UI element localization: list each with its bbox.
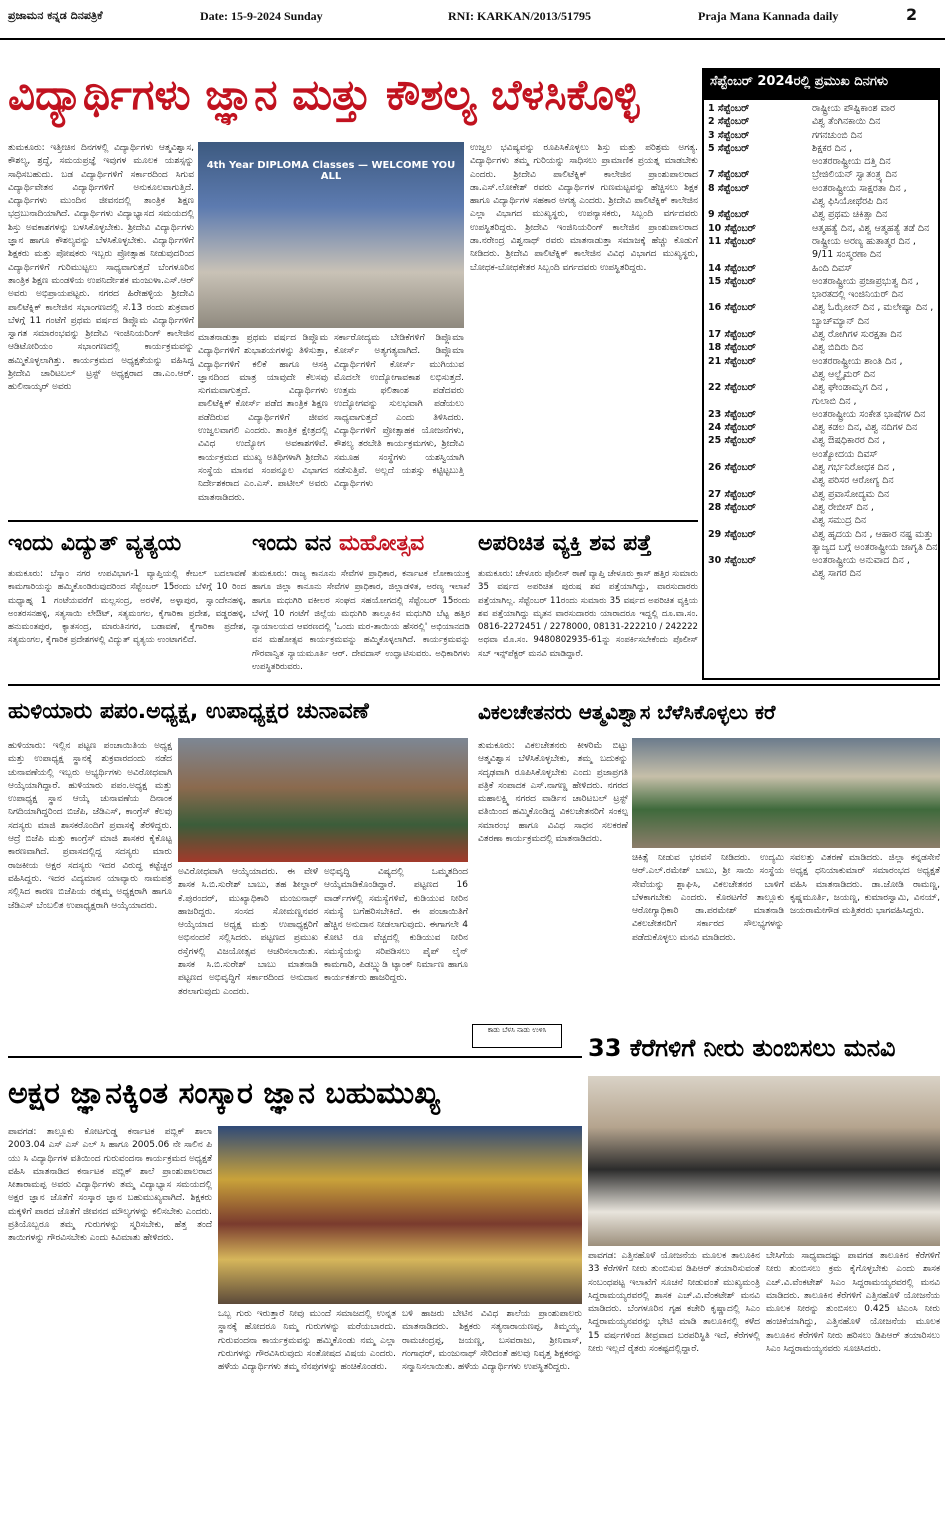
important-day-name: ವಿಶ್ವ ಓಝೋನ್ ದಿನ , ಮಲೇಷ್ಯಾ ದಿನ ,: [812, 302, 934, 314]
important-day-name: ರಾಷ್ಟ್ರೀಯ ಅರಣ್ಯ ಹುತಾತ್ಮರ ದಿನ ,: [812, 235, 916, 247]
issue-date: Date: 15-9-2024 Sunday: [200, 9, 323, 23]
important-day-date: [708, 567, 812, 580]
important-day-row: [704, 129, 938, 142]
photo-banner: 4th Year DIPLOMA Classes — WELCOME YOU ALL: [206, 160, 456, 182]
important-day-name: ವಿಶ್ವ ಹೃದಯ ದಿನ , ಆಹಾರ ನಷ್ಟ ಮತ್ತು: [812, 528, 934, 540]
top-story-col2: ಮಾತನಾಡುತ್ತಾ ಪ್ರಥಮ ವರ್ಷದ ಡಿಪ್ಲೊಮ ವಿದ್ಯಾರ್ಥಿಗಳಿಗೆ ಶುಭಾಶಯಗಳನ್ನು ತಿಳಿಸುತ್ತಾ, ವಿದ್ಯಾರ್ಥಿಗಳಿಗೆ ಕಲಿಕೆ ಹಾಗೂ ಆಸಕ್ತಿ ಜ್ಞಾನದಿಂದ ಮಾತ್ರ ಯಾವುದೇ ಕೆಲಸವು ಸುಗಮವಾಗುತ್ತದೆ. ವಿದ್ಯಾರ್ಥಿಗಳು ಪಾಲಿಟೆಕ್ನಿಕ್ ಕೋರ್ಸ್ ಪಡೆದ ತಾಂತ್ರಿಕ ಶಿಕ್ಷಣ ಪಡೆದಿರುವ ವಿದ್ಯಾರ್ಥಿಗಳಿಗೆ ಜೀವನ ಉಜ್ವಲವಾಗಲಿ ಎಂದರು. ತಾಂತ್ರಿಕ ಕ್ಷೇತ್ರದಲ್ಲಿ ವಿವಿಧ ಉದ್ಯೋಗ ಅವಕಾಶಗಳಿವೆ. ಕಾರ್ಯಕ್ರಮದ ಮುಖ್ಯ ಅತಿಥಿಗಳಾಗಿ ಶ್ರೀದೇವಿ ಸಂಸ್ಥೆಯ ಮಾನವ ಸಂಪನ್ಮೂಲ ವಿಭಾಗದ ನಿರ್ದೇಶಕರಾದ ಎಂ.ಎಸ್. ಪಾಟೀಲ್ ಅವರು ಮಾತನಾಡಿದರು.: [198, 333, 328, 503]
culture-col1: ಪಾವಗಡ: ತಾಲ್ಲೂಕು ಕೋಟಗುಡ್ಡ ಕರ್ನಾಟಕ ಪಬ್ಲಿಕ್ ಶಾಲಾ 2003.04 ಎಸ್ ಎಸ್ ಎಲ್ ಸಿ ಹಾಗೂ 2005.06 ನೇ ಸಾಲಿನ ಪಿ ಯು ಸಿ ವಿದ್ಯಾರ್ಥಿಗಳ ವತಿಯಿಂದ ಗುರುವಂದನಾ ಕಾರ್ಯಕ್ರಮದ ಅಧ್ಯಕ್ಷತೆ ವಹಿಸಿ ಮಾತನಾಡಿದ ಕರ್ನಾಟಕ ಪಬ್ಲಿಕ್ ಶಾಲೆ ಪ್ರಾಂಶುಪಾಲರಾದ ಸೀತಾರಾಮಪ್ಪ ಅವರು ವಿದ್ಯಾರ್ಥಿಗಳು ತಮ್ಮ ವಿದ್ಯಾಭ್ಯಾಸ ಸಮಯದಲ್ಲಿ ಅಕ್ಷರ ಜ್ಞಾನ ಜೊತೆಗೆ ಸಂಸ್ಕಾರ ಜ್ಞಾನ ಬಹುಮುಖ್ಯವಾಗಿದೆ. ಶಿಕ್ಷಕರು ಮಕ್ಕಳಿಗೆ ಪಾಠದ ಜೊತೆಗೆ ಜೀವನದ ಮೌಲ್ಯಗಳನ್ನು ಕಲಿಸಬೇಕು ಎಂದರು. ಪ್ರತಿಯೊಬ್ಬರೂ ತಮ್ಮ ಗುರುಗಳನ್ನು ಸ್ಮರಿಸಬೇಕು, ಹೆತ್ತ ತಂದೆ ತಾಯಿಗಳನ್ನು ಗೌರವಿಸಬೇಕು ಎಂದು ಕಿವಿಮಾತು ಹೇಳಿದರು.: [8, 1127, 212, 1244]
culture-headline: ಅಕ್ಷರ ಜ್ಞಾನಕ್ಕಿಂತ ಸಂಸ್ಕಾರ ಜ್ಞಾನ ಬಹುಮುಖ್ಯ: [8, 1076, 441, 1111]
important-day-name: ಗುಲಾಬಿ ದಿನ ,: [812, 395, 857, 407]
important-day-name: ವಿಶ್ವ ಗರ್ಭನಿರೋಧಕ ದಿನ ,: [812, 462, 895, 474]
huliyar-col1: ಹುಳಿಯಾರು: ಇಲ್ಲಿನ ಪಟ್ಟಣ ಪಂಚಾಯಿತಿಯ ಅಧ್ಯಕ್ಷ ಮತ್ತು ಉಪಾಧ್ಯಕ್ಷ ಸ್ಥಾನಕ್ಕೆ ಶುಕ್ರವಾರದಂದು ನಡೆದ ಚುನಾವಣೆಯಲ್ಲಿ ಇಬ್ಬರು ಅಭ್ಯರ್ಥಿಗಳು ಅವಿರೋಧವಾಗಿ ಆಯ್ಕೆಯಾಗಿದ್ದಾರೆ. ಹುಳಿಯಾರು ಪಪಂ.ಅಧ್ಯಕ್ಷ ಮತ್ತು ಉಪಾಧ್ಯಕ್ಷ ಸ್ಥಾನ ಆಯ್ಕೆ ಚುನಾವಣೆಯ ದಿನಾಂಕ ನಿಗದಿಯಾಗಿದ್ದರಿಂದ ಬಿಜೆಪಿ, ಜೆಡಿಎಸ್, ಕಾಂಗ್ರೆಸ್ ಕೆಲವು ಸದಸ್ಯರು ಮಾಜಿ ಶಾಸಕರೊಂದಿಗೆ ಪ್ರವಾಸಕ್ಕೆ ತೆರಳಿದ್ದರು. ಆದ್ರೆ ಬಿಜೆಪಿ ಮತ್ತು ಕಾಂಗ್ರೆಸ್ ಮಾಜಿ ಶಾಸಕರ ಕೈಕೊಟ್ಟ ಕಾರಣವಾಗಿದೆ. ಪ್ರವಾಸದಲ್ಲಿದ್ದ ಸದಸ್ಯರು ಮಾರು ರಾಜಕೀಯ ಅಕ್ಷರ ಸದಸ್ಯರು ಇದರ ವಿರುದ್ಧ ಕಟ್ಟೆಚ್ಚರ ವಹಿಸಿದ್ದರು. ಇದರ ವಿದ್ಯಮಾನ ಯಾವ್ಯಾರು ನಾಮಪತ್ರ ಸಲ್ಲಿಸಿದ ಕಾರಣ ಬಿಜೆಪಿಯ ರತ್ನಮ್ಮ ಅಧ್ಯಕ್ಷರಾಗಿ ಹಾಗೂ ಜೆಡಿಎಸ್ ಬೆಂಬಲಿತ ಉಪಾಧ್ಯಕ್ಷರಾಗಿ ಆಯ್ಕೆಯಾದರು.: [8, 741, 172, 911]
important-day-date: 30 ಸೆಪ್ಟೆಂಬರ್: [708, 555, 756, 567]
important-day-row: [704, 514, 938, 527]
vana-headline-red: ಮಹೋತ್ಸವ: [338, 531, 425, 556]
important-day-date: [708, 288, 812, 301]
top-story-photo: [198, 142, 464, 328]
lakes-col2: ಬೇಸಿಗೆಯ ಸಾಧ್ಯವಾದಷ್ಟು ಪಾವಗಡ ತಾಲೂಕಿನ ಕೆರೆಗಳಿಗೆ ನೀರು ತುಂಬಿಸಲು ಕ್ರಮ ಕೈಗೊಳ್ಳಬೇಕು ಎಂದು ಶಾಸಕ ಎಚ್.ವಿ.ವೆಂಕಟೇಶ್ ಸಿಎಂ ಸಿದ್ದರಾಮಯ್ಯರವರಲ್ಲಿ ಮನವಿ ಮಾಡಿದರು. ತಾಲೂಕಿನ ಕೆರೆಗಳಿಗೆ ಎತ್ತಿನಹೊಳೆ ಯೋಜನೆಯ ಮೂಲಕ ನೀರನ್ನು ತುಂಬಿಸಲು 0.425 ಟಿಎಂಸಿ ನೀರು ಹಂಚಿಕೆಯಾಗಿದ್ದು, ಎತ್ತಿನಹೊಳೆ ಯೋಜನೆಯ ಮೂಲಕ ತಾಲೂಕಿನ ಕೆರೆಗಳಿಗೆ ನೀರು ಹರಿಸಲು ಡಿಪಿಆರ್ ತಯಾರಿಸಲು ಸಿಎಂ ಸಿದ್ದರಾಮಯ್ಯನವರು ಸೂಚಿಸಿದರು.: [766, 1251, 940, 1355]
important-day-name: ಅಂತ್ಯೋದಯ ದಿವಸ್: [812, 448, 878, 460]
important-day-row: [704, 115, 938, 128]
important-day-row: [704, 395, 938, 408]
important-day-date: 11 ಸೆಪ್ಟೆಂಬರ್: [708, 235, 756, 247]
lakes-col1: ಪಾವಗಡ: ಎತ್ತಿನಹೊಳೆ ಯೋಜನೆಯ ಮೂಲಕ ತಾಲೂಕಿನ 33 ಕೆರೆಗಳಿಗೆ ನೀರು ತುಂಬಿಸುವ ಡಿಪಿಆರ್ ತಯಾರಿಸುವಂತೆ ಸಂಬಂಧಪಟ್ಟ ಇಲಾಖೆಗೆ ಸೂಚನೆ ನೀಡುವಂತೆ ಮುಖ್ಯಮಂತ್ರಿ ಸಿದ್ದರಾಮಯ್ಯರವರಲ್ಲಿ ಶಾಸಕ ಎಚ್.ವಿ.ವೆಂಕಟೇಶ್ ಮನವಿ ಮಾಡಿದರು. ಬೆಂಗಳೂರಿನ ಗೃಹ ಕಚೇರಿ ಕೃಷ್ಣಾದಲ್ಲಿ ಸಿಎಂ ಸಿದ್ದರಾಮಯ್ಯನವರನ್ನು ಭೇಟಿ ಮಾಡಿ ತಾಲೂಕಿನಲ್ಲಿ ಕಳೆದ 15 ವರ್ಷಗಳಿಂದ ತೀವ್ರವಾದ ಬರಪರಿಸ್ಥಿತಿ ಇದೆ, ಕೆರೆಗಳಲ್ಲಿ ನೀರು ಇಲ್ಲದೆ ರೈತರು ಸಂಕಷ್ಟದಲ್ಲಿದ್ದಾರೆ.: [588, 1251, 760, 1355]
disabled-col1: ತುಮಕೂರು: ವಿಕಲಚೇತನರು ಕೀಳರಿಮೆ ಬಿಟ್ಟು ಆತ್ಮವಿಶ್ವಾಸ ಬೆಳೆಸಿಕೊಳ್ಳಬೇಕು, ತಮ್ಮ ಬದುಕನ್ನು ಸದೃಢವಾಗಿ ರೂಪಿಸಿಕೊಳ್ಳಬೇಕು ಎಂದು ಪ್ರಜಾಪ್ರಗತಿ ಪತ್ರಿಕೆ ಸಂಪಾದಕ ಎಸ್.ನಾಗಣ್ಣ ಹೇಳಿದರು. ನಗರದ ಮಹಾಲಕ್ಷ್ಮಿ ನಗರದ ವಾರ್ಡಿನ ಚಾರಿಟಬಲ್ ಟ್ರಸ್ಟ್ ವತಿಯಿಂದ ಹಮ್ಮಿಕೊಂಡಿದ್ದ ವಿಕಲಚೇತನರಿಗೆ ಸಂಕಲ್ಪ ಸಮಾರಂಭ ಹಾಗೂ ವಿವಿಧ ಸಾಧನ ಸಲಕರಣೆ ವಿತರಣಾ ಕಾರ್ಯಕ್ರಮದಲ್ಲಿ ಮಾತನಾಡಿದರು.: [478, 741, 628, 845]
important-day-date: [708, 155, 812, 168]
important-day-row: [704, 222, 938, 235]
important-day-date: [708, 448, 812, 461]
important-day-row: [704, 341, 938, 354]
important-day-row: [704, 461, 938, 474]
important-day-name: ವಿಶ್ವ ತೆಂಗಿನಕಾಯಿ ದಿನ: [812, 116, 881, 128]
important-day-row: [704, 501, 938, 514]
paper-name: Praja Mana Kannada daily: [698, 9, 839, 23]
disabled-col3: ಸವಲತ್ತು ವಿತರಣೆ ಮಾಡಿದರು. ಜಿಲ್ಲಾ ಕನ್ನಡಸೇನೆ ಅಧ್ಯಕ್ಷ ಧನಿಯಾಕುಮಾರ್ ಸಮಾರಂಭದ ಅಧ್ಯಕ್ಷತೆ ವಹಿಸಿ ಮಾತನಾಡಿದರು. ಡಾ.ಜೋಡಿ ರಾಮಣ್ಣ, ಕೃಷ್ಣಮೂರ್ತಿ, ಜಯಣ್ಣ, ಕುಮಾರಸ್ವಾಮಿ, ವಿನಯ್, ಜಯರಾಮೇಗೌಡ ಮತ್ತಿತರರು ಭಾಗವಹಿಸಿದ್ದರು.: [790, 853, 940, 917]
important-day-name: ಅಂತರಾಷ್ಟ್ರೀಯ ಪ್ರಜಾಪ್ರಭುತ್ವ ದಿನ ,: [812, 275, 919, 287]
important-day-name: ವಿಶ್ವ ಘೇಂಡಾಮೃಗ ದಿನ ,: [812, 382, 889, 394]
important-day-name: 9/11 ಸಂಸ್ಮರಣಾ ದಿನ: [812, 249, 882, 261]
masthead: [0, 0, 945, 40]
important-days-list: [704, 100, 938, 581]
important-day-name: ವಿಶ್ವ ಪರಿಸರ ಆರೋಗ್ಯ ದಿನ: [812, 475, 894, 487]
important-day-name: ವಿಶ್ವ ಸಮುದ್ರ ದಿನ: [812, 515, 867, 527]
important-day-date: 21 ಸೆಪ್ಟೆಂಬರ್: [708, 355, 756, 367]
important-day-date: 14 ಸೆಪ್ಟೆಂಬರ್: [708, 262, 756, 274]
important-day-row: [704, 168, 938, 181]
culture-col3: ಬಳಿ ಹಾಜರು ಬೇಟಿನ ವಿವಿಧ ಶಾಲೆಯ ಪ್ರಾಂಶುಪಾಲರು ಮಾತನಾಡಿದರು. ಶಿಕ್ಷಕರು ಸತ್ಯನಾರಾಯಣಪ್ಪ, ತಿಮ್ಮಯ್ಯ, ರಾಮಚಂದ್ರಪ್ಪ, ಜಯಣ್ಣ, ಬಸವರಾಜು, ಶ್ರೀನಿವಾಸ್, ಗಂಗಾಧರ್, ಮಂಜುನಾಥ್ ಸೇರಿದಂತೆ ಹಲವು ನಿವೃತ್ತ ಶಿಕ್ಷಕರನ್ನು ಸನ್ಮಾನಿಸಲಾಯಿತು. ಹಳೆಯ ವಿದ್ಯಾರ್ಥಿಗಳು ಉಪಸ್ಥಿತರಿದ್ದರು.: [402, 1309, 582, 1373]
important-day-row: [704, 195, 938, 208]
top-story-headline: ವಿದ್ಯಾರ್ಥಿಗಳು ಜ್ಞಾನ ಮತ್ತು ಕೌಶಲ್ಯ ಬೆಳಸಿಕೊಳ್ಳಿ: [8, 70, 640, 119]
important-day-date: 2 ಸೆಪ್ಟೆಂಬರ್: [708, 116, 750, 128]
important-day-row: [704, 488, 938, 501]
important-day-name: ವಿಶ್ವ ಫಿಸಿಯೋಥೆರಪಿ ದಿನ: [812, 196, 888, 208]
important-day-name: ಗಗನಚುಂಬಿ ದಿನ: [812, 129, 863, 141]
important-day-date: [708, 195, 812, 208]
important-day-row: [704, 421, 938, 434]
page-number: 2: [906, 5, 918, 24]
power-cut-body: ತುಮಕೂರು: ಬೆಸ್ಕಾಂ ನಗರ ಉಪವಿಭಾಗ-1 ವ್ಯಾಪ್ತಿಯಲ್ಲಿ ಕೇಬಲ್ ಬದಲಾವಣೆ ಕಾಮಗಾರಿಯನ್ನು ಹಮ್ಮಿಕೊಂಡಿರುವುದರಿಂದ ಸೆಪ್ಟೆಂಬರ್ 15ರಂದು ಬೆಳಿಗ್ಗೆ 10 ರಿಂದ ಮಧ್ಯಾಹ್ನ 1 ಗಂಟೆಯವರೆಗೆ ಮಲ್ಲಸಂದ್ರ, ಅರಳೆಕೆ, ಅಳ್ಳಾಪುರ, ಸ್ವಾಂದೇನಹಳ್ಳಿ, ಅಂತರಸನಹಳ್ಳಿ, ಸತ್ಯಸಾಯಿ ಲೇಔಟ್, ಸತ್ಯಮಂಗಲ, ಕೈಗಾರಿಕಾ ಪ್ರದೇಶ, ವಡ್ಡರಹಳ್ಳಿ, ಹನುಮಂತಪುರ, ಕ್ಯಾತಸಂದ್ರ, ಮಾರುತಿನಗರ, ಬಡಾವಣೆ, ಕೈಗಾರಿಕಾ ಪ್ರದೇಶ, ಸತ್ಯಮಂಗಲ, ಕೈಗಾರಿಕ ಪ್ರದೇಶಗಳಲ್ಲಿ ವಿದ್ಯುತ್ ವ್ಯತ್ಯಯ ಉಂಟಾಗಲಿದೆ.: [8, 569, 246, 646]
important-day-name: ಬ್ಯಾಚ್‌ಮ್ಯಾನ್ ದಿನ: [812, 315, 870, 327]
unknown-body-headline: ಅಪರಿಚಿತ ವ್ಯಕ್ತಿ ಶವ ಪತ್ತೆ: [478, 531, 652, 556]
important-day-row: [704, 275, 938, 288]
unknown-body-body: ತುಮಕೂರು: ಚೇಳೂರು ಪೊಲೀಸ್ ಠಾಣೆ ವ್ಯಾಪ್ತಿ ಚೇಳೂರು ಕ್ರಾಸ್ ಹತ್ತಿರ ಸುಮಾರು 35 ವರ್ಷದ ಅಪರಿಚಿತ ಪುರುಷ ಶವ ಪತ್ತೆಯಾಗಿದ್ದು, ವಾರಸುದಾರರು ಪತ್ತೆಯಾಗಿಲ್ಲ. ಸೆಪ್ಟೆಂಬರ್ 11ರಂದು ಸುಮಾರು 35 ವರ್ಷದ ಅಪರಿಚಿತ ವ್ಯಕ್ತಿಯ ಶವ ಪತ್ತೆಯಾಗಿದ್ದು ಮೃತನ ವಾರಸುದಾರರು ಯಾರಾದರೂ ಇದ್ದಲ್ಲಿ ದೂ.ವಾ.ಸಂ. 0816-2272451 / 2278000, 08131-222210 / 242222 ಅಥವಾ ಮೊ.ಸಂ. 9480802935-61ನ್ನು ಸಂಪರ್ಕಿಸಬೇಕೆಂದು ಪೊಲೀಸ್ ಸಬ್ ಇನ್ಸ್‌ಪೆಕ್ಟರ್ ಮನವಿ ಮಾಡಿದ್ದಾರೆ.: [478, 569, 698, 659]
important-day-name: ಅಂತರಾಷ್ಟ್ರೀಯ ಸಾಕ್ಷರತಾ ದಿನ ,: [812, 182, 907, 194]
important-day-row: [704, 474, 938, 487]
vana-mahotsava-body: ತುಮಕೂರು: ರಾಜ್ಯ ಕಾನೂನು ಸೇವೆಗಳ ಪ್ರಾಧಿಕಾರ, ಕರ್ನಾಟಕ ಲೋಕಾಯುಕ್ತ ಹಾಗೂ ಜಿಲ್ಲಾ ಕಾನೂನು ಸೇವೆಗಳ ಪ್ರಾಧಿಕಾರ, ಜಿಲ್ಲಾಡಳಿತ, ಅರಣ್ಯ ಇಲಾಖೆ ಹಾಗೂ ಮಧುಗಿರಿ ವಕೀಲರ ಸಂಘದ ಸಹಯೋಗದಲ್ಲಿ ಸೆಪ್ಟೆಂಬರ್ 15ರಂದು ಬೆಳಗ್ಗೆ 10 ಗಂಟೆಗೆ ಜಿಲ್ಲೆಯ ಮಧುಗಿರಿ ತಾಲ್ಲೂಕಿನ ಮಧುಗಿರಿ ಬೆಟ್ಟ ಹತ್ತಿರ ನ್ಯಾಯಾಲಯದ ಆವರಣದಲ್ಲಿ 'ಒಂದು ಮರ-ತಾಯಿಯ ಹೆಸರಲ್ಲಿ' ಅಭಿಯಾನದಡಿ ವನ ಮಹೋತ್ಸವ ಕಾರ್ಯಕ್ರಮವನ್ನು ಹಮ್ಮಿಕೊಳ್ಳಲಾಗಿದೆ. ಕಾರ್ಯಕ್ರಮವನ್ನು ಗೌರವಾನ್ವಿತ ನ್ಯಾಯಮೂರ್ತಿ ಆರ್. ದೇವದಾಸ್ ಉದ್ಘಾಟಿಸುವರು. ಅಧಿಕಾರಿಗಳು ಉಪಸ್ಥಿತರಿರುವರು.: [252, 569, 470, 673]
important-day-date: [708, 474, 812, 487]
important-day-row: [704, 235, 938, 248]
slogan-box: ಕಾಡು ಬೆಳಸಿ ನಾಡು ಉಳಿಸಿ: [472, 1024, 562, 1048]
disabled-photo: [632, 738, 940, 848]
important-day-date: [708, 395, 812, 408]
important-day-date: 18 ಸೆಪ್ಟೆಂಬರ್: [708, 342, 756, 354]
important-day-row: [704, 567, 938, 580]
top-story-col3: ಸರ್ಕಾರೋದ್ಯಮ ಬೇಡಿಕೆಗಳಿಗೆ ಡಿಪ್ಲೊಮಾ ಕೋರ್ಸ್ ಅತ್ಯಗತ್ಯವಾಗಿದೆ. ಡಿಪ್ಲೊಮಾ ವಿದ್ಯಾರ್ಥಿಗಳಿಗೆ ಕೋರ್ಸ್ ಮುಗಿಯುವ ಮೊದಲೇ ಉದ್ಯೋಗಾವಕಾಶ ಲಭಿಸುತ್ತದೆ. ಉತ್ತಮ ಫಲಿತಾಂಶ ಪಡೆದವರು ಉದ್ಯೋಗವನ್ನು ಸುಲಭವಾಗಿ ಪಡೆಯಲು ಸಾಧ್ಯವಾಗುತ್ತದೆ ಎಂದು ತಿಳಿಸಿದರು. ವಿದ್ಯಾರ್ಥಿಗಳಿಗೆ ಪ್ರೋತ್ಸಾಹಕ ಯೋಜನೆಗಳು, ಕೌಶಲ್ಯ ತರಬೇತಿ ಕಾರ್ಯಕ್ರಮಗಳು, ಶ್ರೀದೇವಿ ಸಮೂಹ ಸಂಸ್ಥೆಗಳು ಯಶಸ್ವಿಯಾಗಿ ನಡೆಸುತ್ತಿವೆ. ಅಲ್ಲದೆ ಯಶಸ್ಸು ಕಟ್ಟಿಟ್ಟಬುತ್ತಿ ವಿದ್ಯಾರ್ಥಿಗಳು: [334, 333, 464, 490]
important-day-date: 28 ಸೆಪ್ಟೆಂಬರ್: [708, 501, 756, 513]
important-day-name: ವಿಶ್ವ ಪ್ರಥಮ ಚಿಕಿತ್ಸಾ ದಿನ: [812, 209, 888, 221]
lakes-photo: [588, 1076, 940, 1246]
important-day-row: [704, 528, 938, 541]
vana-headline-pre: ಇಂದು ವನ: [252, 531, 339, 556]
important-day-row: [704, 262, 938, 275]
important-day-row: [704, 355, 938, 368]
important-day-name: ಅಂತರಾಷ್ಟ್ರೀಯ ಅನುವಾದ ದಿನ ,: [812, 555, 910, 567]
important-day-row: [704, 182, 938, 195]
lakes-headline: 33 ಕೆರೆಗಳಿಗೆ ನೀರು ತುಂಬಿಸಲು ಮನವಿ: [588, 1034, 896, 1062]
important-day-date: 5 ಸೆಪ್ಟೆಂಬರ್: [708, 142, 750, 154]
important-day-row: [704, 328, 938, 341]
important-day-name: ಅಂತರಾಷ್ಟ್ರೀಯ ಸಂಕೇತ ಭಾಷೆಗಳ ದಿನ: [812, 408, 926, 420]
important-day-date: 1 ಸೆಪ್ಟೆಂಬರ್: [708, 103, 750, 114]
important-day-date: 26 ಸೆಪ್ಟೆಂಬರ್: [708, 462, 756, 474]
important-day-row: [704, 102, 938, 115]
paper-logo: ಪ್ರಜಾಮನ ಕನ್ನಡ ದಿನಪತ್ರಿಕೆ: [8, 9, 103, 22]
important-day-name: ವಿಶ್ವ ಬಿದಿರು ದಿನ: [812, 342, 864, 354]
important-day-name: ವಿಶ್ವ ಆಲ್ಝೈಮರ್ ದಿನ: [812, 368, 876, 380]
important-day-date: 10 ಸೆಪ್ಟೆಂಬರ್: [708, 222, 756, 234]
huliyar-col3: ಅಭಿವೃದ್ಧಿ ವಿಷ್ಯದಲ್ಲಿ ಒಮ್ಮತದಿಂದ ಆಯ್ಕೆಮಾಡಿಕೊಂಡಿದ್ದಾರೆ. ಪಟ್ಟಣದ 16 ವಾರ್ಡ್‌ಗಳಲ್ಲಿ ಸಮಸ್ಯೆಗಳಿವೆ, ಕುಡಿಯುವ ನೀರಿನ ಸಮಸ್ಯೆ ಬಗೆಹರಿಸಬೇಕಿದೆ. ಈ ಪಂಚಾಯಿತಿಗೆ ಹೆಚ್ಚಿನ ಅನುದಾನ ನೀಡಲಾಗುವುದು. ಈಗಾಗಲೇ 4 ಕೋಟಿ ರೂ ವೆಚ್ಚದಲ್ಲಿ ಕುಡಿಯುವ ನೀರಿನ ಸಮಸ್ಯೆಯನ್ನು ಸರಿಪಡಿಸಲು ಪೈಪ್ ಲೈನ್ ಕಾಮಗಾರಿ, ಪಿಡಬ್ಲ್ಯುಡಿ ಟ್ಯಾಂಕ್ ನಿರ್ಮಾಣ ಹಾಗೂ ಕಾರ್ಯಕರ್ತರು ಹಾಜರಿದ್ದರು.: [324, 867, 468, 984]
important-day-name: ವಿಶ್ವ ಕಡಲ ದಿನ, ವಿಶ್ವ ನದಿಗಳ ದಿನ: [812, 422, 918, 434]
important-day-name: ವಿಶ್ವ ಪ್ರವಾಸೋದ್ಯಮ ದಿನ: [812, 488, 890, 500]
important-day-date: [708, 514, 812, 527]
important-day-date: [708, 541, 812, 554]
important-day-row: [704, 434, 938, 447]
huliyar-photo: [178, 738, 468, 862]
important-day-date: 9 ಸೆಪ್ಟೆಂಬರ್: [708, 209, 750, 221]
important-day-date: 22 ಸೆಪ್ಟೆಂಬರ್: [708, 382, 756, 394]
important-day-date: [708, 248, 812, 261]
important-day-row: [704, 554, 938, 567]
important-day-date: 15 ಸೆಪ್ಟೆಂಬರ್: [708, 275, 756, 287]
important-day-date: 3 ಸೆಪ್ಟೆಂಬರ್: [708, 129, 750, 141]
important-day-name: ಭಾರತದಲ್ಲಿ ಇಂಜಿನಿಯರ್ ದಿನ: [812, 289, 904, 301]
disabled-col2: ಚಿಕಿತ್ಸೆ ನೀಡುವ ಭರವಸೆ ನೀಡಿದರು. ಉದ್ಯಮಿ ಆರ್.ಎಲ್.ರಮೇಶ್ ಬಾಬು, ಶ್ರೀ ಸಾಯಿ ಸಂಸ್ಥೆಯ ಸೇವೆಯನ್ನು ಶ್ಲಾಘಿಸಿ, ವಿಕಲಚೇತನರ ಬಾಳಿಗೆ ಬೆಳಕಾಗಬೇಕು ಎಂದರು. ಕೊರಟಗೆರೆ ತಾಲ್ಲೂಕು ಆರೋಗ್ಯಾಧಿಕಾರಿ ಡಾ.ಪರಮೇಶ್ ಮಾತನಾಡಿ ವಿಕಲಚೇತನರಿಗೆ ಸರ್ಕಾರದ ಸೌಲಭ್ಯಗಳನ್ನು ಪಡೆದುಕೊಳ್ಳಲು ಮನವಿ ಮಾಡಿದರು.: [632, 853, 784, 943]
important-days-box: [702, 68, 940, 680]
important-day-row: [704, 248, 938, 261]
top-story-col1: ತುಮಕೂರು: ಇತ್ತೀಚಿನ ದಿನಗಳಲ್ಲಿ ವಿದ್ಯಾರ್ಥಿಗಳು ಆತ್ಮವಿಶ್ವಾಸ, ಕೌಶಲ್ಯ, ಶ್ರದ್ಧೆ, ಸಮಯಪ್ರಜ್ಞೆ ಇವುಗಳ ಮೂಲಕ ಯಶಸ್ಸನ್ನು ಸಾಧಿಸಬಹುದು. ಬಡ ವಿದ್ಯಾರ್ಥಿಗಳಿಗೆ ಸರ್ಕಾರದಿಂದ ಸಿಗುವ ವಿದ್ಯಾರ್ಥಿವೇತನ ವಿದ್ಯಾರ್ಥಿಗಳಿಗೆ ಅನುಕೂಲವಾಗುತ್ತಿದೆ. ವಿದ್ಯಾರ್ಥಿಗಳು ಮುಂದಿನ ಜೀವನದಲ್ಲಿ ತಾಂತ್ರಿಕ ಶಿಕ್ಷಣ ಭದ್ರಬುನಾದಿಯಾಗಿದೆ. ವಿದ್ಯಾರ್ಥಿಗಳು ವಿದ್ಯಾಭ್ಯಾಸದ ಸಮಯದಲ್ಲಿ ಶಿಸ್ತು ಅವಕಾಶಗಳನ್ನು ಬಳಸಿಕೊಳ್ಳಬೇಕು. ಶ್ರೀದೇವಿ ವಿದ್ಯಾರ್ಥಿಗಳು ಜ್ಞಾನ ಹಾಗೂ ಕೌಶಲ್ಯವನ್ನು ಬೆಳಸಿಕೊಳ್ಳಬೇಕು. ವಿದ್ಯಾರ್ಥಿಗಳಿಗೆ ಶಿಕ್ಷಕರು ಮತ್ತು ಪೋಷಕರು ಇಬ್ಬರು ಪ್ರೋತ್ಸಾಹ ನೀಡುವುದರಿಂದ ವಿದ್ಯಾರ್ಥಿಗಳಿಗೆ ಗುರಿಮುಟ್ಟಲು ಸಾಧ್ಯವಾಗುತ್ತದೆ ಬೆಂಗಳೂರಿನ ತಾಂತ್ರಿಕ ಶಿಕ್ಷಣ ಮಂಡಳಿಯ ಉಪನಿರ್ದೇಶಕ ಮಂಜುಳಾ.ಎಸ್.ಆರ್ ಅವರು ಅಭಿಪ್ರಾಯಪಟ್ಟರು. ನಗರದ ಹಿರೇಹಳ್ಳಿಯ ಶ್ರೀದೇವಿ ಪಾಲಿಟೆಕ್ನಿಕ್ ಕಾಲೇಜಿನ ಸಭಾಂಗಣದಲ್ಲಿ ಸೆ.13 ರಂದು ಶುಕ್ರವಾರ ಬೆಳಗ್ಗೆ 11 ಗಂಟೆಗೆ ಪ್ರಥಮ ವರ್ಷದ ಡಿಪ್ಲೊಮ ವಿದ್ಯಾರ್ಥಿಗಳಿಗೆ ಸ್ವಾಗತ ಸಮಾರಂಭವನ್ನು ಶ್ರೀದೇವಿ ಇಂಜಿನಿಯರಿಂಗ್ ಕಾಲೇಜಿನ ಆಡಿಟೋರಿಯಂ ಸಭಾಂಗಣದಲ್ಲಿ ಕಾರ್ಯಕ್ರಮವನ್ನು ಹಮ್ಮಿಕೊಳ್ಳಲಾಗಿತ್ತು. ಕಾರ್ಯಕ್ರಮದ ಅಧ್ಯಕ್ಷತೆಯನ್ನು ವಹಿಸಿದ್ದ ಶ್ರೀದೇವಿ ಚಾರಿಟಬಲ್ ಟ್ರಸ್ಟ್ ಅಧ್ಯಕ್ಷರಾದ ಡಾ.ಎಂ.ಆರ್. ಹುಲಿನಾಯ್ಕರ್ ಅವರು: [8, 143, 194, 393]
vana-mahotsava-headline: [252, 524, 470, 564]
important-day-name: ವಿಶ್ವ ರೋಗಿಗಳ ಸುರಕ್ಷತಾ ದಿನ: [812, 329, 902, 341]
important-day-name: ಅಂತರರಾಷ್ಟ್ರೀಯ ದತ್ತಿ ದಿನ: [812, 156, 891, 168]
important-day-row: [704, 368, 938, 381]
rni-number: RNI: KARKAN/2013/51795: [448, 9, 591, 23]
important-day-name: ವಿಶ್ವ ರೇಬೀಸ್ ದಿನ ,: [812, 501, 874, 513]
important-day-name: ಆತ್ಮಹತ್ಯೆ ದಿನ, ವಿಶ್ವ ಆತ್ಮಹತ್ಯೆ ತಡೆ ದಿನ: [812, 222, 930, 234]
important-day-row: [704, 541, 938, 554]
important-day-name: ಬ್ರೇಜಿಲಿಯನ್ ಸ್ವಾತಂತ್ರ್ಯ ದಿನ: [812, 169, 897, 181]
important-day-name: ತ್ಯಾಜ್ಯದ ಬಗ್ಗೆ ಅಂತರಾಷ್ಟ್ರೀಯ ಜಾಗೃತಿ ದಿನ: [812, 541, 938, 553]
important-day-name: ಹಿಂದಿ ದಿವಸ್: [812, 262, 853, 274]
power-cut-headline: ಇಂದು ವಿದ್ಯುತ್ ವ್ಯತ್ಯಯ: [8, 531, 182, 556]
important-day-row: [704, 288, 938, 301]
important-day-date: 29 ಸೆಪ್ಟೆಂಬರ್: [708, 528, 756, 540]
important-day-name: ವಿಶ್ವ ಔಷಧಿಕಾರರ ದಿನ ,: [812, 435, 886, 447]
important-day-date: 7 ಸೆಪ್ಟೆಂಬರ್: [708, 169, 750, 181]
important-day-row: [704, 408, 938, 421]
culture-photo: [218, 1126, 582, 1304]
important-day-name: ಶಿಕ್ಷಕರ ದಿನ ,: [812, 142, 853, 154]
important-day-row: [704, 448, 938, 461]
important-day-date: 25 ಸೆಪ್ಟೆಂಬರ್: [708, 435, 756, 447]
top-story-col4: ಉಜ್ವಲ ಭವಿಷ್ಯವನ್ನು ರೂಪಿಸಿಕೊಳ್ಳಲು ಶಿಸ್ತು ಮತ್ತು ಪರಿಶ್ರಮ ಅಗತ್ಯ. ವಿದ್ಯಾರ್ಥಿಗಳು ತಮ್ಮ ಗುರಿಯನ್ನು ಸಾಧಿಸಲು ಪ್ರಾಮಾಣಿಕ ಪ್ರಯತ್ನ ಮಾಡಬೇಕು ಎಂದರು. ಶ್ರೀದೇವಿ ಪಾಲಿಟೆಕ್ನಿಕ್ ಕಾಲೇಜಿನ ಪ್ರಾಂಶುಪಾಲರಾದ ಡಾ.ಎಸ್.ಲೋಕೇಶ್ ರವರು ವಿದ್ಯಾರ್ಥಿಗಳ ಗುಣಮಟ್ಟವನ್ನು ಹೆಚ್ಚಿಸಲು ಶಿಕ್ಷಕ ಹಾಗೂ ವಿದ್ಯಾರ್ಥಿಗಳ ಸಹಕಾರ ಅಗತ್ಯ ಎಂದರು. ಶ್ರೀದೇವಿ ಪಾಲಿಟೆಕ್ನಿಕ್ ಕಾಲೇಜಿನ ಎಲ್ಲಾ ವಿಭಾಗದ ಮುಖ್ಯಸ್ಥರು, ಉಪನ್ಯಾಸಕರು, ಸಿಬ್ಬಂದಿ ವರ್ಗದವರು ಉಪಸ್ಥಿತರಿದ್ದರು. ಶ್ರೀದೇವಿ ಇಂಜಿನಿಯರಿಂಗ್ ಕಾಲೇಜಿನ ಪ್ರಾಂಶುಪಾಲರಾದ ಡಾ.ನರೇಂದ್ರ ವಿಶ್ವನಾಥ್ ರವರು ಮಾತನಾಡುತ್ತಾ ಸಮಾಜಕ್ಕೆ ಹೆಚ್ಚು ಕೊಡುಗೆ ನೀಡಿದರು. ಶ್ರೀದೇವಿ ಪಾಲಿಟೆಕ್ನಿಕ್ ಕಾಲೇಜಿನ ವಿವಿಧ ವಿಭಾಗದ ಮುಖ್ಯಸ್ಥರು, ಬೋಧಕ-ಬೋಧಕೇತರ ಸಿಬ್ಬಂದಿ ವರ್ಗದವರು ಉಪಸ್ಥಿತರಿದ್ದರು.: [470, 143, 698, 273]
huliyar-election-headline: ಹುಳಿಯಾರು ಪಪಂ.ಅಧ್ಯಕ್ಷ, ಉಪಾಧ್ಯಕ್ಷರ ಚುನಾವಣೆ: [8, 699, 369, 724]
important-days-title: ಸೆಪ್ಟೆಂಬರ್ 2024ರಲ್ಲಿ ಪ್ರಮುಖ ದಿನಗಳು: [704, 70, 938, 100]
important-day-name: ರಾಷ್ಟ್ರೀಯ ಪೌಷ್ಟಿಕಾಂಶ ವಾರ: [812, 103, 896, 114]
important-day-date: 17 ಸೆಪ್ಟೆಂಬರ್: [708, 329, 756, 341]
important-day-date: 27 ಸೆಪ್ಟೆಂಬರ್: [708, 488, 756, 500]
important-day-date: 16 ಸೆಪ್ಟೆಂಬರ್: [708, 302, 756, 314]
important-day-date: 8 ಸೆಪ್ಟೆಂಬರ್: [708, 182, 750, 194]
important-day-row: [704, 301, 938, 314]
important-day-row: [704, 315, 938, 328]
important-day-name: ವಿಶ್ವ ಸಾಗರ ದಿನ: [812, 568, 862, 580]
important-day-row: [704, 142, 938, 155]
important-day-date: 24 ಸೆಪ್ಟೆಂಬರ್: [708, 422, 756, 434]
important-day-date: [708, 315, 812, 328]
important-day-row: [704, 155, 938, 168]
important-day-date: [708, 368, 812, 381]
culture-col2: ಒಬ್ಬ ಗುರು ಇರುತ್ತಾರೆ ನೀವು ಮುಂದೆ ಸಮಾಜದಲ್ಲಿ ಉನ್ನತ ಸ್ಥಾನಕ್ಕೆ ಹೋದರೂ ನಿಮ್ಮ ಗುರುಗಳನ್ನು ಮರೆಯಬಾರದು. ಗುರುವಂದನಾ ಕಾರ್ಯಕ್ರಮವನ್ನು ಹಮ್ಮಿಕೊಂಡು ನಮ್ಮ ಎಲ್ಲಾ ಗುರುಗಳನ್ನು ಗೌರವಿಸಿರುವುದು ಸಂತೋಷದ ವಿಷಯ ಎಂದರು. ಹಳೆಯ ವಿದ್ಯಾರ್ಥಿಗಳು ತಮ್ಮ ನೆನಪುಗಳನ್ನು ಹಂಚಿಕೊಂಡರು.: [218, 1309, 396, 1373]
divider: [8, 684, 940, 686]
important-day-name: ಅಂತರರಾಷ್ಟ್ರೀಯ ಶಾಂತಿ ದಿನ ,: [812, 355, 903, 367]
huliyar-col2: ಅವಿರೋಧವಾಗಿ ಆಯ್ಕೆಯಾದರು. ಈ ವೇಳೆ ಶಾಸಕ ಸಿ.ಬಿ.ಸುರೇಶ್ ಬಾಬು, ತಹ ಶೀಲ್ದಾರ್ ಕೆ.ಪುರಂದರ್, ಮುಖ್ಯಾಧಿಕಾರಿ ಮಂಜುನಾಥ್ ಹಾಜರಿದ್ದರು. ಸಂಸದ ಸೋಮಣ್ಣನವರ ಆಯ್ಕೆಯಾದ ಅಧ್ಯಕ್ಷ ಮತ್ತು ಉಪಾಧ್ಯಕ್ಷರಿಗೆ ಅಭಿನಂದನೆ ಸಲ್ಲಿಸಿದರು. ಪಟ್ಟಣದ ಪ್ರಮುಖ ರಸ್ತೆಗಳಲ್ಲಿ ವಿಜಯೋತ್ಸವ ಆಚರಿಸಲಾಯಿತು. ಶಾಸಕ ಸಿ.ಬಿ.ಸುರೇಶ್ ಬಾಬು ಮಾತನಾಡಿ ಪಟ್ಟಣದ ಅಭಿವೃದ್ಧಿಗೆ ಸರ್ಕಾರದಿಂದ ಅನುದಾನ ತರಲಾಗುವುದು ಎಂದರು.: [178, 867, 318, 997]
important-day-row: [704, 208, 938, 221]
divider: [8, 1056, 582, 1058]
divider: [8, 520, 698, 522]
important-day-date: 23 ಸೆಪ್ಟೆಂಬರ್: [708, 408, 756, 420]
important-day-row: [704, 381, 938, 394]
disabled-confidence-headline: ವಿಕಲಚೇತನರು ಆತ್ಮವಿಶ್ವಾಸ ಬೆಳೆಸಿಕೊಳ್ಳಲು ಕರೆ: [478, 700, 776, 724]
